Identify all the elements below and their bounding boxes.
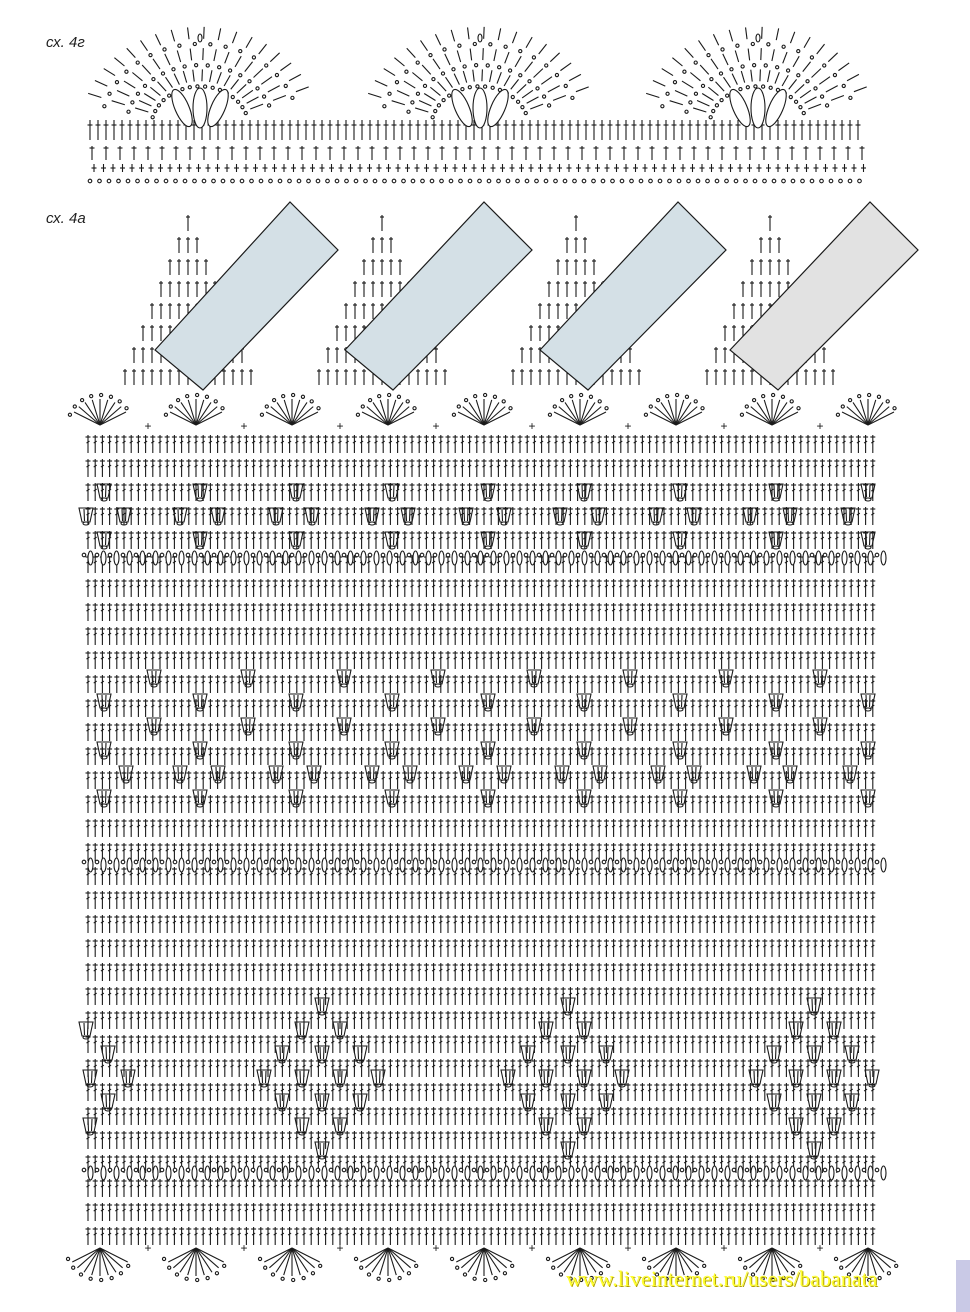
fan-motif-top (644, 393, 704, 425)
fan-motif-bottom (162, 1248, 225, 1282)
fan-motif-bottom (66, 1248, 129, 1282)
plus-mark: + (528, 1241, 536, 1255)
plus-mark: + (144, 419, 152, 433)
plus-mark: + (720, 419, 728, 433)
arc-motif (646, 27, 867, 129)
arc-motif (88, 27, 309, 129)
plus-mark: + (240, 419, 248, 433)
scheme-4g-label: сх. 4г (46, 34, 85, 51)
plus-mark: + (624, 1241, 632, 1255)
plus-mark: + (720, 1241, 728, 1255)
edge-bar (956, 1260, 970, 1312)
fan-motif-top (836, 393, 896, 425)
scheme-4a-diamonds (68, 202, 918, 433)
shaded-panel (540, 202, 726, 390)
plus-mark: + (336, 1241, 344, 1255)
arc-motif (368, 27, 589, 129)
watermark-text: www.liveinternet.ru/users/babanata (566, 1266, 878, 1291)
plus-mark: + (144, 1241, 152, 1255)
scheme-4a-label: сх. 4а (46, 210, 86, 227)
fan-motif-top (548, 393, 608, 425)
fan-motif-top (452, 393, 512, 425)
fan-motif-top (260, 393, 320, 425)
fan-motif-top (740, 393, 800, 425)
plus-mark: + (240, 1241, 248, 1255)
fan-motif-top (356, 393, 416, 425)
scheme-4a-grid (82, 435, 886, 1245)
plus-mark: + (336, 419, 344, 433)
fan-motif-bottom (258, 1248, 321, 1282)
plus-mark: + (528, 419, 536, 433)
shaded-panel (155, 202, 338, 390)
fan-motif-bottom (450, 1248, 513, 1282)
plus-mark: + (816, 1241, 824, 1255)
scheme-4g-border (88, 27, 867, 183)
plus-mark: + (432, 1241, 440, 1255)
plus-mark: + (432, 419, 440, 433)
fan-motif-top (164, 393, 224, 425)
fan-motif-top (68, 393, 128, 425)
fan-motif-bottom (354, 1248, 417, 1282)
plus-mark: + (624, 419, 632, 433)
plus-mark: + (816, 419, 824, 433)
